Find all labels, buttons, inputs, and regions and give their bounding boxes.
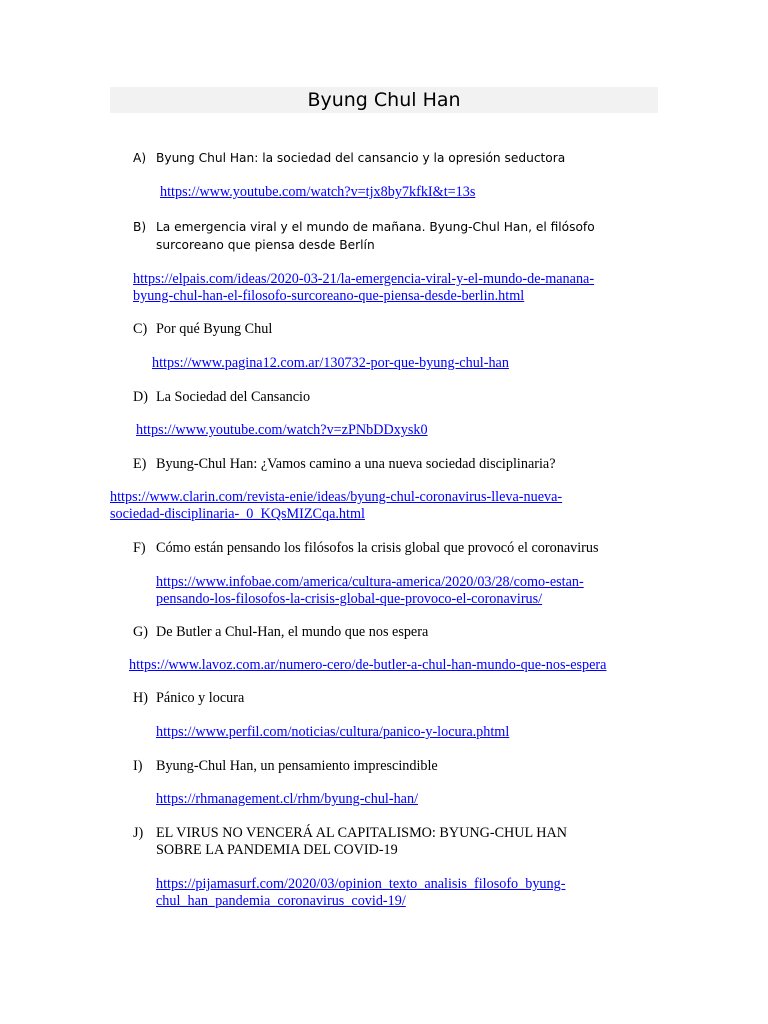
item-d-title (156, 389, 310, 406)
item-j-link-line: chul_han_pandemia_coronavirus_covid-19/ (156, 893, 406, 909)
page-title: Byung Chul Han (307, 89, 461, 111)
item-j-link[interactable] (156, 876, 565, 910)
item-b-title (156, 218, 595, 254)
item-e-link-line: https://www.clarin.com/revista-enie/ideas/byung-chul-coronavirus-lleva-nueva- (110, 489, 563, 505)
item-c-link[interactable] (152, 355, 509, 372)
item-j-title (156, 825, 567, 859)
item-e-title-line: Byung-Chul Han: ¿Vamos camino a una nueva sociedad disciplinaria? (156, 456, 556, 472)
item-a-title-line: Byung Chul Han: la sociedad del cansancio y la opresión seductora (156, 151, 566, 165)
item-d-marker: D) (133, 389, 148, 405)
item-g-title (156, 624, 428, 641)
item-c-marker: C) (133, 321, 148, 337)
item-a-link-line: https://www.youtube.com/watch?v=tjx8by7kfkI&t=13s (160, 184, 476, 200)
item-g-marker: G) (133, 624, 148, 640)
item-b-marker: B) (133, 220, 147, 234)
item-g-title-line: De Butler a Chul-Han, el mundo que nos espera (156, 624, 429, 640)
item-e-title (156, 456, 556, 473)
item-h-title-line: Pánico y locura (156, 690, 245, 706)
item-j-title-line: SOBRE LA PANDEMIA DEL COVID-19 (156, 842, 398, 858)
item-c-title (156, 321, 272, 338)
item-f-marker: F) (133, 540, 146, 556)
item-f-title-line: Cómo están pensando los filósofos la crisis global que provocó el coronavirus (156, 540, 599, 556)
item-b-title-line: La emergencia viral y el mundo de mañana. Byung-Chul Han, el filósofo (156, 220, 595, 234)
item-b-link[interactable] (133, 271, 594, 305)
item-j-marker: J) (133, 825, 144, 841)
item-b-link-line: https://elpais.com/ideas/2020-03-21/la-emergencia-viral-y-el-mundo-de-manana- (133, 271, 595, 287)
item-b-link-line: byung-chul-han-el-filosofo-surcoreano-que-piensa-desde-berlin.html (133, 288, 525, 304)
item-f-link[interactable] (156, 574, 584, 608)
item-f-link-line: pensando-los-filosofos-la-crisis-global-que-provoco-el-coronavirus/ (156, 591, 543, 607)
item-h-link[interactable] (156, 724, 509, 741)
item-d-title-line: La Sociedad del Cansancio (156, 389, 311, 405)
item-e-link-line: sociedad-disciplinaria-_0_KQsMIZCqa.html (110, 506, 365, 522)
item-f-title (156, 540, 599, 557)
item-c-title-line: Por qué Byung Chul (156, 321, 273, 337)
item-h-marker: H) (133, 690, 148, 706)
item-a-title (156, 149, 565, 167)
item-f-link-line: https://www.infobae.com/america/cultura-america/2020/03/28/como-estan- (156, 574, 584, 590)
item-g-link-line: https://www.lavoz.com.ar/numero-cero/de-butler-a-chul-han-mundo-que-nos-espera (129, 657, 607, 673)
item-c-link-line: https://www.pagina12.com.ar/130732-por-que-byung-chul-han (152, 355, 509, 371)
item-j-link-line: https://pijamasurf.com/2020/03/opinion_texto_analisis_filosofo_byung- (156, 876, 566, 892)
item-d-link-line: https://www.youtube.com/watch?v=zPNbDDxysk0 (136, 422, 428, 438)
item-i-marker: I) (133, 758, 143, 774)
item-a-link[interactable] (160, 184, 475, 201)
item-i-title (156, 758, 438, 775)
item-e-link[interactable] (110, 489, 562, 523)
item-a-marker: A) (133, 151, 147, 165)
item-h-title (156, 690, 244, 707)
item-j-title-line: EL VIRUS NO VENCERÁ AL CAPITALISMO: BYUNG-CHUL HAN (156, 825, 567, 841)
item-i-link-line: https://rhmanagement.cl/rhm/byung-chul-han/ (156, 791, 419, 807)
item-h-link-line: https://www.perfil.com/noticias/cultura/panico-y-locura.phtml (156, 724, 510, 740)
item-e-marker: E) (133, 456, 147, 472)
item-i-link[interactable] (156, 791, 418, 808)
item-g-link[interactable] (129, 657, 606, 674)
item-d-link[interactable] (136, 422, 428, 439)
item-b-title-line: surcoreano que piensa desde Berlín (156, 238, 375, 252)
item-i-title-line: Byung-Chul Han, un pensamiento imprescindible (156, 758, 438, 774)
